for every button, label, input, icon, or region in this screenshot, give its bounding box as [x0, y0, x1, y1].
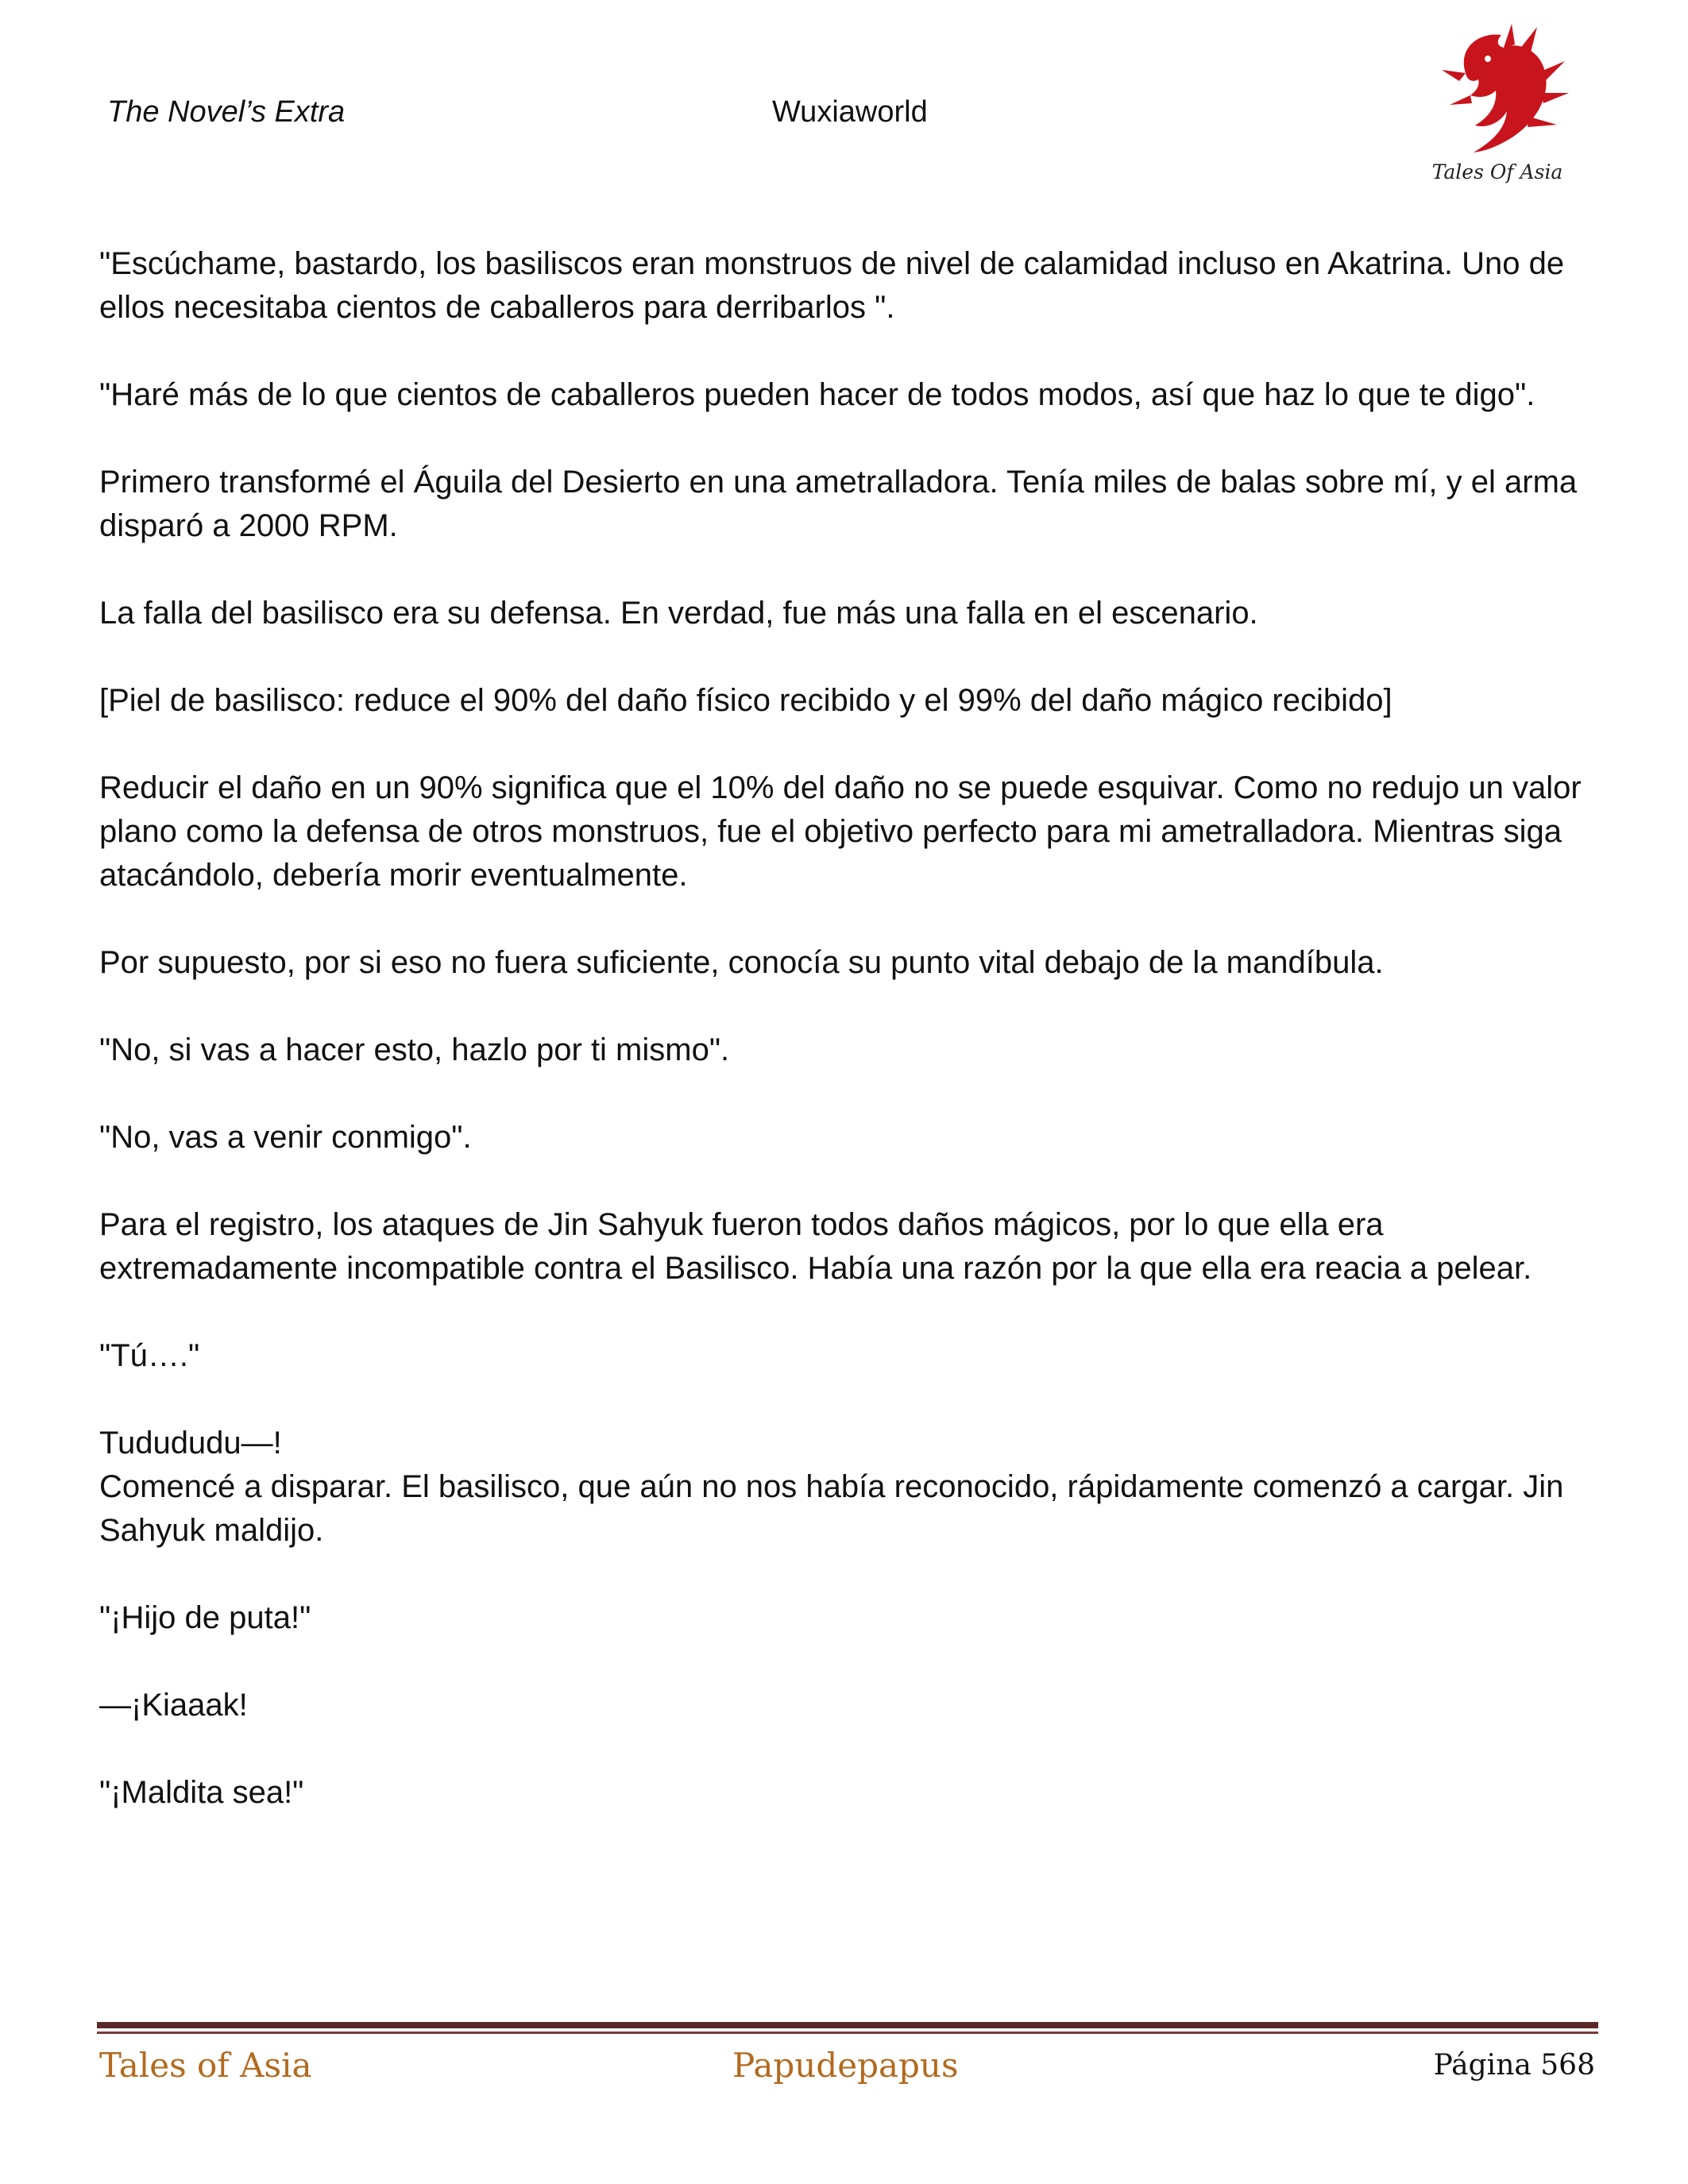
- paragraph: Comencé a disparar. El basilisco, que aún no nos había reconocido, rápidamente comenzó a cargar. Jin Sahyuk maldijo.: [99, 1469, 1564, 1548]
- page-header: [0, 0, 1688, 206]
- paragraph: "Tú….": [99, 1338, 200, 1373]
- paragraph: [Piel de basilisco: reduce el 90% del daño físico recibido y el 99% del daño mágico recibido]: [99, 683, 1393, 718]
- paragraph: "¡Maldita sea!": [99, 1775, 304, 1810]
- paragraph: Por supuesto, por si eso no fuera suficiente, conocía su punto vital debajo de la mandíbula.: [99, 945, 1384, 980]
- chapter-body: [99, 242, 1597, 1858]
- logo-text: Tales Of Asia: [1431, 160, 1563, 183]
- footer-rule-thin: [97, 2032, 1598, 2034]
- book-title: The Novel’s Extra: [107, 95, 346, 129]
- footer-brand: Tales of Asia: [99, 2046, 312, 2085]
- footer-translator: Papudepapus: [732, 2046, 959, 2085]
- paragraph: Reducir el daño en un 90% significa que el 10% del daño no se puede esquivar. Como no redujo un valor plano como la defensa de otros monstruos, fue el objetivo perfecto para mi ametralladora. Mientras siga atacándolo, debería morir eventualmente.: [99, 770, 1582, 893]
- site-name: Wuxiaworld: [772, 95, 928, 129]
- paragraph: Tudududu—!: [99, 1426, 282, 1461]
- paragraph: "No, si vas a hacer esto, hazlo por ti mismo".: [99, 1032, 730, 1067]
- paragraph: Para el registro, los ataques de Jin Sahyuk fueron todos daños mágicos, por lo que ella era extremadamente incompatible contra el Basilisco. Había una razón por la que ella era reacia a pelear.: [99, 1207, 1532, 1286]
- paragraph: "¡Hijo de puta!": [99, 1600, 311, 1635]
- footer-rule: [97, 2022, 1598, 2034]
- paragraph: Primero transformé el Águila del Desierto en una ametralladora. Tenía miles de balas sobre mí, y el arma disparó a 2000 RPM.: [99, 465, 1578, 543]
- red-dragon-icon: [1418, 17, 1577, 164]
- footer-rule-thick: [97, 2022, 1598, 2028]
- paragraph: "No, vas a venir conmigo".: [99, 1120, 472, 1155]
- page-number: Página 568: [1433, 2049, 1595, 2082]
- paragraph: "Haré más de lo que cientos de caballeros pueden hacer de todos modos, así que haz lo que te digo".: [99, 377, 1535, 412]
- paragraph: La falla del basilisco era su defensa. En verdad, fue más una falla en el escenario.: [99, 596, 1258, 631]
- paragraph: "Escúchame, bastardo, los basiliscos eran monstruos de nivel de calamidad incluso en Akatrina. Uno de ellos necesitaba cientos de caballeros para derribarlos ".: [99, 246, 1565, 325]
- paragraph: —¡Kiaaak!: [99, 1688, 248, 1723]
- tales-of-asia-logo: [1418, 17, 1577, 192]
